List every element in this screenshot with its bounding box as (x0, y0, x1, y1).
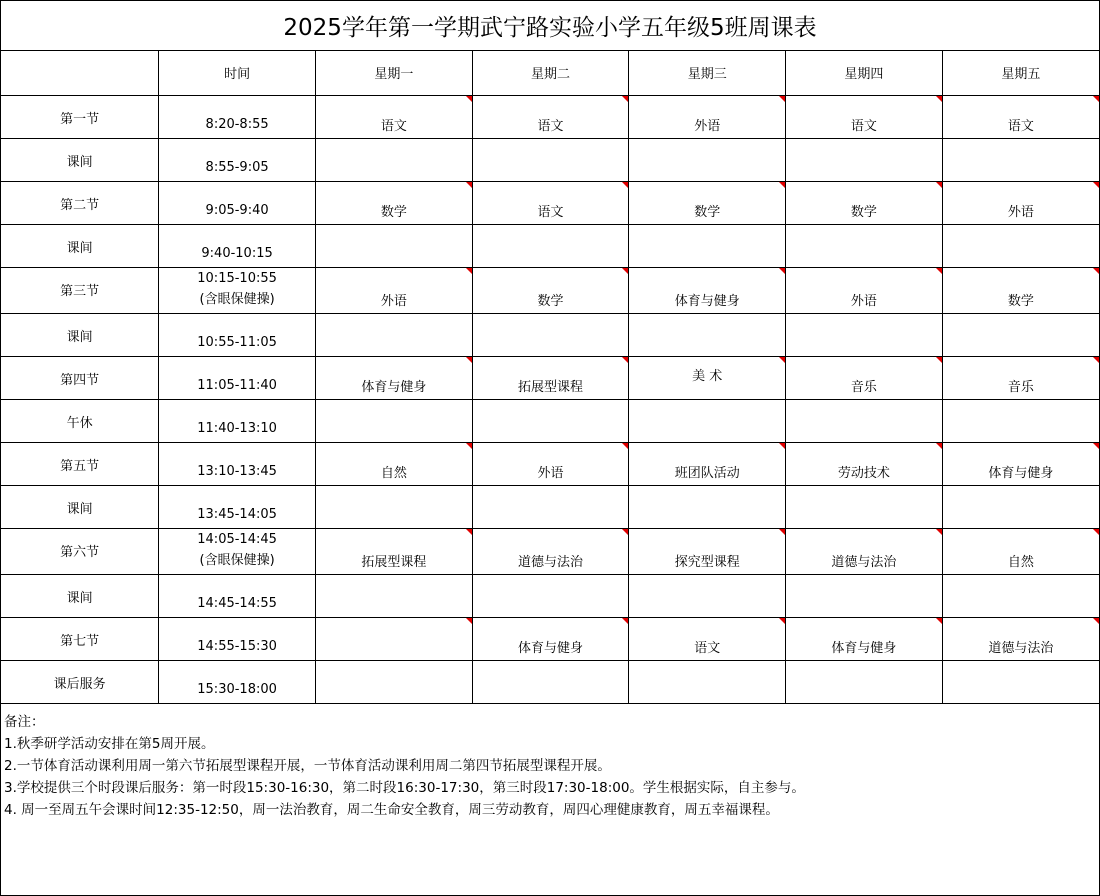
subject-cell-thursday: 道德与法治 (786, 528, 943, 574)
subject-cell-wednesday: 美 术 (629, 356, 786, 399)
period-label: 午休 (1, 399, 159, 442)
subject-cell-tuesday: 道德与法治 (472, 528, 629, 574)
subject-cell-tuesday (472, 138, 629, 181)
subject-cell-wednesday: 体育与健身 (629, 267, 786, 313)
subject-cell-tuesday (472, 660, 629, 703)
subject-cell-friday (942, 574, 1099, 617)
note-line-1: 1.秋季研学活动安排在第5周开展。 (4, 736, 215, 752)
subject-cell-monday (315, 660, 472, 703)
schedule-row (1, 224, 1099, 267)
period-label: 第六节 (1, 528, 159, 574)
subject-cell-monday (315, 224, 472, 267)
schedule-row (1, 181, 1099, 224)
subject-cell-monday (315, 399, 472, 442)
subject-cell-thursday: 语文 (786, 95, 943, 138)
period-label: 课间 (1, 485, 159, 528)
header-row (1, 50, 1099, 95)
subject-cell-thursday: 外语 (786, 267, 943, 313)
time-range: 15:30-18:00 (197, 681, 277, 697)
period-time (159, 442, 316, 485)
schedule-row (1, 95, 1099, 138)
time-note: (含眼保健操) (199, 291, 275, 307)
period-label: 第七节 (1, 617, 159, 660)
schedule-row (1, 356, 1099, 399)
subject-cell-tuesday: 拓展型课程 (472, 356, 629, 399)
subject-cell-thursday (786, 660, 943, 703)
subject-cell-monday: 自然 (315, 442, 472, 485)
time-range: 13:45-14:05 (197, 506, 277, 522)
subject-cell-thursday (786, 224, 943, 267)
subject-cell-monday: 拓展型课程 (315, 528, 472, 574)
subject-cell-thursday: 体育与健身 (786, 617, 943, 660)
subject-cell-monday: 体育与健身 (315, 356, 472, 399)
time-range: 10:15-10:55 (197, 270, 277, 286)
period-time (159, 399, 316, 442)
subject-cell-monday (315, 617, 472, 660)
period-label: 第三节 (1, 267, 159, 313)
subject-cell-tuesday (472, 574, 629, 617)
subject-cell-friday (942, 224, 1099, 267)
subject-cell-friday (942, 138, 1099, 181)
period-time (159, 138, 316, 181)
subject-cell-tuesday: 体育与健身 (472, 617, 629, 660)
subject-cell-wednesday (629, 660, 786, 703)
subject-cell-wednesday: 外语 (629, 95, 786, 138)
subject-cell-monday (315, 313, 472, 356)
subject-cell-wednesday (629, 485, 786, 528)
header-monday: 星期一 (315, 50, 472, 95)
period-time (159, 660, 316, 703)
subject-cell-thursday (786, 399, 943, 442)
subject-cell-friday: 外语 (942, 181, 1099, 224)
subject-cell-tuesday: 数学 (472, 267, 629, 313)
period-time (159, 617, 316, 660)
timetable-body (1, 50, 1099, 703)
schedule-row (1, 660, 1099, 703)
subject-cell-friday: 语文 (942, 95, 1099, 138)
time-range: 14:05-14:45 (197, 531, 277, 547)
subject-cell-wednesday: 语文 (629, 617, 786, 660)
subject-cell-friday: 自然 (942, 528, 1099, 574)
period-time (159, 356, 316, 399)
period-time (159, 485, 316, 528)
period-time (159, 267, 316, 313)
notes-section (1, 711, 1100, 821)
header-friday: 星期五 (942, 50, 1099, 95)
schedule-row (1, 442, 1099, 485)
time-note: (含眼保健操) (199, 552, 275, 568)
period-time (159, 224, 316, 267)
subject-cell-friday: 音乐 (942, 356, 1099, 399)
period-label: 课间 (1, 138, 159, 181)
subject-cell-friday: 体育与健身 (942, 442, 1099, 485)
subject-cell-friday (942, 313, 1099, 356)
subject-cell-wednesday (629, 313, 786, 356)
subject-cell-friday: 数学 (942, 267, 1099, 313)
period-time (159, 574, 316, 617)
header-wednesday: 星期三 (629, 50, 786, 95)
time-range: 10:55-11:05 (197, 334, 277, 350)
schedule-row (1, 138, 1099, 181)
header-blank (1, 50, 159, 95)
time-range: 9:40-10:15 (201, 245, 273, 261)
time-range: 8:20-8:55 (205, 116, 269, 132)
subject-cell-thursday: 音乐 (786, 356, 943, 399)
period-label: 第二节 (1, 181, 159, 224)
subject-cell-monday (315, 138, 472, 181)
time-range: 11:05-11:40 (197, 377, 277, 393)
subject-cell-tuesday (472, 313, 629, 356)
subject-cell-wednesday (629, 138, 786, 181)
header-thursday: 星期四 (786, 50, 943, 95)
period-label: 课后服务 (1, 660, 159, 703)
subject-cell-monday (315, 574, 472, 617)
notes-heading: 备注： (4, 714, 45, 730)
period-label: 课间 (1, 574, 159, 617)
subject-cell-wednesday: 班团队活动 (629, 442, 786, 485)
period-label: 第五节 (1, 442, 159, 485)
subject-cell-friday (942, 485, 1099, 528)
schedule-row (1, 574, 1099, 617)
subject-cell-tuesday (472, 485, 629, 528)
timetable-grid (1, 50, 1099, 704)
subject-cell-thursday (786, 485, 943, 528)
time-range: 11:40-13:10 (197, 420, 277, 436)
period-time (159, 95, 316, 138)
schedule-row (1, 485, 1099, 528)
note-line-3: 3.学校提供三个时段课后服务：第一时段15:30-16:30，第二时段16:30-17:30，第三时段17:30-18:00。学生根据实际，自主参与。 (4, 780, 805, 796)
header-tuesday: 星期二 (472, 50, 629, 95)
subject-cell-tuesday (472, 399, 629, 442)
subject-cell-thursday (786, 574, 943, 617)
subject-cell-tuesday (472, 224, 629, 267)
subject-cell-monday: 外语 (315, 267, 472, 313)
subject-cell-thursday (786, 313, 943, 356)
subject-cell-friday (942, 399, 1099, 442)
subject-cell-friday (942, 660, 1099, 703)
subject-cell-wednesday: 探究型课程 (629, 528, 786, 574)
time-range: 14:55-15:30 (197, 638, 277, 654)
subject-cell-friday: 道德与法治 (942, 617, 1099, 660)
subject-cell-thursday (786, 138, 943, 181)
subject-cell-tuesday: 语文 (472, 181, 629, 224)
period-label: 课间 (1, 313, 159, 356)
subject-cell-wednesday (629, 224, 786, 267)
time-range: 9:05-9:40 (205, 202, 269, 218)
subject-cell-wednesday (629, 399, 786, 442)
subject-cell-monday: 数学 (315, 181, 472, 224)
subject-cell-monday: 语文 (315, 95, 472, 138)
subject-cell-wednesday: 数学 (629, 181, 786, 224)
period-time (159, 313, 316, 356)
period-time (159, 528, 316, 574)
page-title: 2025学年第一学期武宁路实验小学五年级5班周课表 (1, 1, 1099, 51)
period-label: 第四节 (1, 356, 159, 399)
subject-cell-tuesday: 语文 (472, 95, 629, 138)
subject-cell-thursday: 数学 (786, 181, 943, 224)
period-label: 课间 (1, 224, 159, 267)
schedule-row (1, 313, 1099, 356)
period-label: 第一节 (1, 95, 159, 138)
note-line-4: 4. 周一至周五午会课时间12:35-12:50，周一法治教育，周二生命安全教育，周三劳动教育，周四心理健康教育，周五幸福课程。 (4, 802, 779, 818)
subject-cell-thursday: 劳动技术 (786, 442, 943, 485)
schedule-row (1, 399, 1099, 442)
note-line-2: 2.一节体育活动课利用周一第六节拓展型课程开展，一节体育活动课利用周二第四节拓展型课程开展。 (4, 758, 611, 774)
time-range: 14:45-14:55 (197, 595, 277, 611)
subject-cell-monday (315, 485, 472, 528)
header-time: 时间 (159, 50, 316, 95)
subject-cell-wednesday (629, 574, 786, 617)
subject-cell-tuesday: 外语 (472, 442, 629, 485)
time-range: 13:10-13:45 (197, 463, 277, 479)
period-time (159, 181, 316, 224)
schedule-row (1, 617, 1099, 660)
schedule-row (1, 528, 1099, 574)
schedule-row (1, 267, 1099, 313)
time-range: 8:55-9:05 (205, 159, 269, 175)
